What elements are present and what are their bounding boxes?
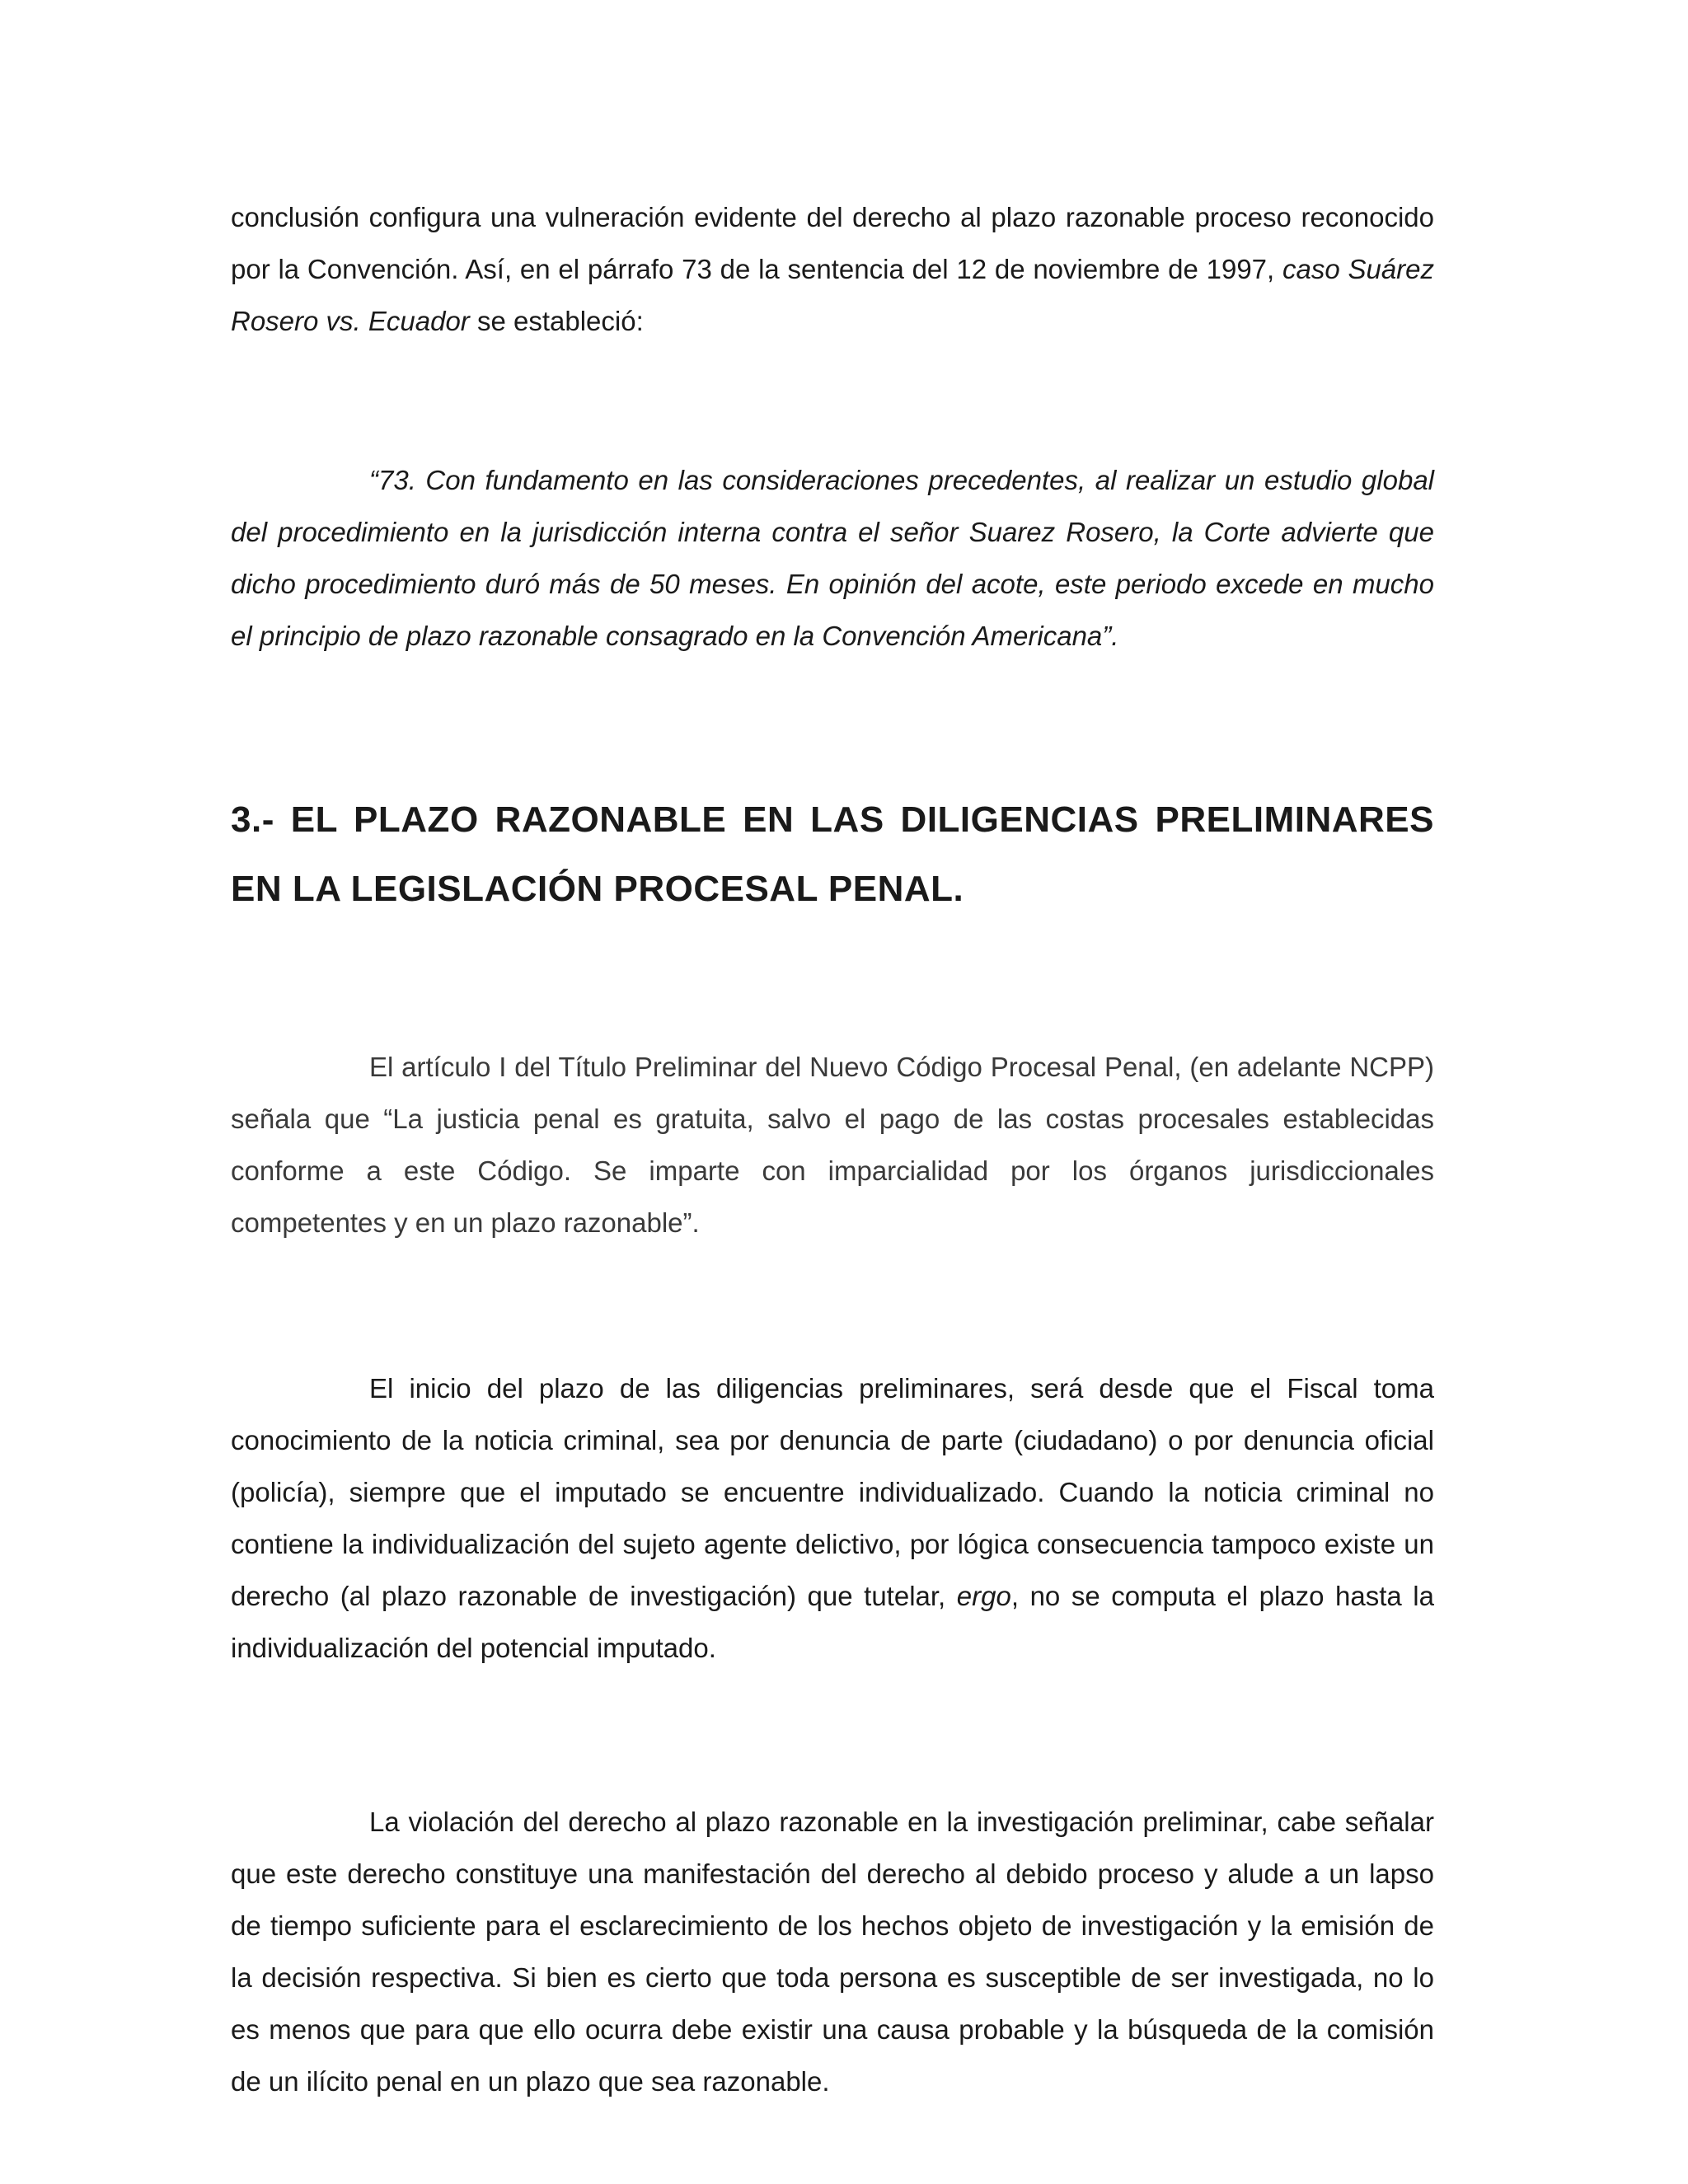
paragraph-inicio-text-b: , no se computa el plazo hasta la individualización del potencial imputado. (231, 1581, 1434, 1663)
case-name: caso Suárez Rosero vs. Ecuador (231, 254, 1434, 336)
section-heading: 3.- EL PLAZO RAZONABLE EN LAS DILIGENCIAS PRELIMINARES EN LA LEGISLACIÓN PROCESAL PENAL. (231, 799, 1434, 909)
document-page (231, 191, 1434, 2107)
paragraph-intro-text-b: se estableció: (469, 306, 644, 336)
paragraph-inicio-text-a: El inicio del plazo de las diligencias preliminares, será desde que el Fiscal toma conocimiento de la noticia criminal, sea por denuncia de parte (ciudadano) o por denuncia oficial (policía), siempre que el imputado se encuentre individualizado. Cuando la noticia criminal no contiene la individualización del sujeto agente delictivo, por lógica consecuencia tampoco existe un derecho (al plazo razonable de investigación) que tutelar, (231, 1373, 1434, 1611)
paragraph-inicio (231, 1362, 1434, 1674)
paragraph-articulo: El artículo I del Título Preliminar del Nuevo Código Procesal Penal, (en adelante NCPP) señala que “La justicia penal es gratuita, salvo el pago de las costas procesales establecidas conforme a este Código. Se imparte con imparcialidad por los órganos jurisdiccionales competentes y en un plazo razonable”. (231, 1052, 1434, 1238)
block-quote: “73. Con fundamento en las consideraciones precedentes, al realizar un estudio global del procedimiento en la jurisdicción interna contra el señor Suarez Rosero, la Corte advierte que dicho procedimiento duró más de 50 meses. En opinión del acote, este periodo excede en mucho el principio de plazo razonable consagrado en la Convención Americana”. (231, 465, 1434, 651)
ergo-term: ergo (956, 1581, 1011, 1611)
paragraph-intro-text-a: conclusión configura una vulneración evidente del derecho al plazo razonable proceso reconocido por la Convención. Así, en el párrafo 73 de la sentencia del 12 de noviembre de 1997, (231, 202, 1434, 284)
paragraph-intro (231, 191, 1434, 347)
paragraph-violacion: La violación del derecho al plazo razonable en la investigación preliminar, cabe señalar que este derecho constituye una manifestación del derecho al debido proceso y alude a un lapso de tiempo suficiente para el esclarecimiento de los hechos objeto de investigación y la emisión de la decisión respectiva. Si bien es cierto que toda persona es susceptible de ser investigada, no lo es menos que para que ello ocurra debe existir una causa probable y la búsqueda de la comisión de un ilícito penal en un plazo que sea razonable. (231, 1807, 1434, 2097)
